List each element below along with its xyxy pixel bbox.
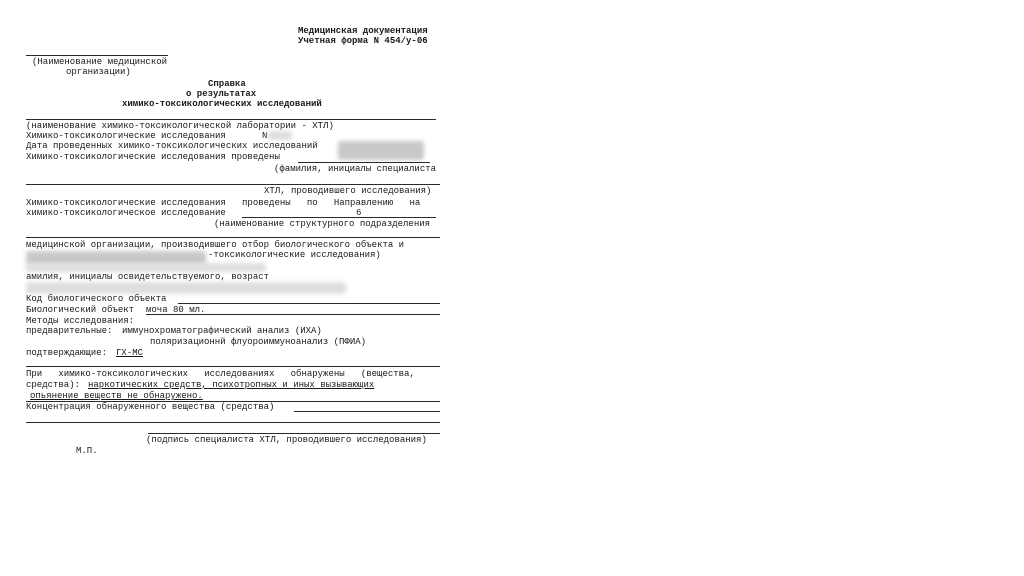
result-line2-prefix: средства): [26,380,81,390]
result-line2-value: наркотических средств, психотропных и иных вызывающих [88,380,375,390]
specialist-caption: (фамилия, инициалы специалиста [274,164,437,174]
doc-header-line2: Учетная форма N 454/у-06 [298,36,428,46]
result-line1: При химико-токсикологических исследованиях обнаружены (вещества, [26,369,415,379]
confirm-value: ГХ-МС [116,348,144,358]
referral-line1: Химико-токсикологические исследования проведены по Направлению на [26,198,421,208]
redacted-research-date [338,141,424,160]
specialist-name-line2 [26,184,440,185]
research-number-prefix: N [262,131,268,141]
prelim-method1: иммунохроматографический анализ (ИХА) [122,326,322,336]
confirm-label: подтверждающие: [26,348,108,358]
concentration-label: Концентрация обнаруженного вещества (средства) [26,402,275,412]
research-number-label: Химико-токсикологические исследования [26,131,226,141]
concentration-line [294,411,440,412]
research-conducted-label: Химико-токсикологические исследования проведены [26,152,280,162]
referral-line4: -токсикологические исследования) [208,250,381,260]
methods-label: Методы исследования: [26,316,135,326]
specialist-caption2: ХТЛ, проводившего исследования) [264,186,432,196]
referral-line3: медицинской организации, производившего отбор биологического объекта и [26,240,405,250]
org-caption-line2: организации) [66,67,131,77]
org-caption-line1: (Наименование медицинской [32,57,168,67]
division-line [26,237,440,238]
title-line3: химико-токсикологических исследований [122,99,322,109]
referral-caption: (наименование структурного подразделения [214,219,431,229]
lab-caption: (наименование химико-токсикологической лаборатории - ХТЛ) [26,121,334,131]
lab-name-line [26,119,436,120]
specialist-name-line [298,162,430,163]
org-name-line [26,55,168,56]
bio-object-value: моча 80 мл. [146,305,206,315]
signature-caption: (подпись специалиста ХТЛ, проводившего исследования) [146,435,427,445]
bio-object-line [146,314,440,315]
signature-line [148,433,440,434]
referral-line5: амилия, инициалы освидетельствуемого, возраст [26,272,270,282]
prelim-label: предварительные: [26,326,113,336]
methods-end-line [26,366,440,367]
bio-object-label: Биологический объект [26,305,135,315]
prelim-method2: поляризационнй флуороиммуноанализ (ПФИА) [150,337,367,347]
stamp-label: М.П. [76,446,98,456]
referral-number-line [242,217,436,218]
referral-line2: химико-токсикологическое исследование [26,208,226,218]
bio-code-label: Код биологического объекта [26,294,167,304]
title-line2: о результатах [186,89,257,99]
redacted-research-number [268,131,292,140]
bio-code-line [178,303,440,304]
redacted-person-text [26,263,266,272]
redacted-person-name [26,282,346,294]
concentration-line2 [26,422,440,423]
title-line1: Справка [208,79,246,89]
doc-header-line1: Медицинская документация [298,26,428,36]
result-line3-value: опьянение веществ не обнаружено. [30,391,203,401]
research-date-label: Дата проведенных химико-токсикологических исследований [26,141,318,151]
referral-number: 6 [356,208,362,218]
